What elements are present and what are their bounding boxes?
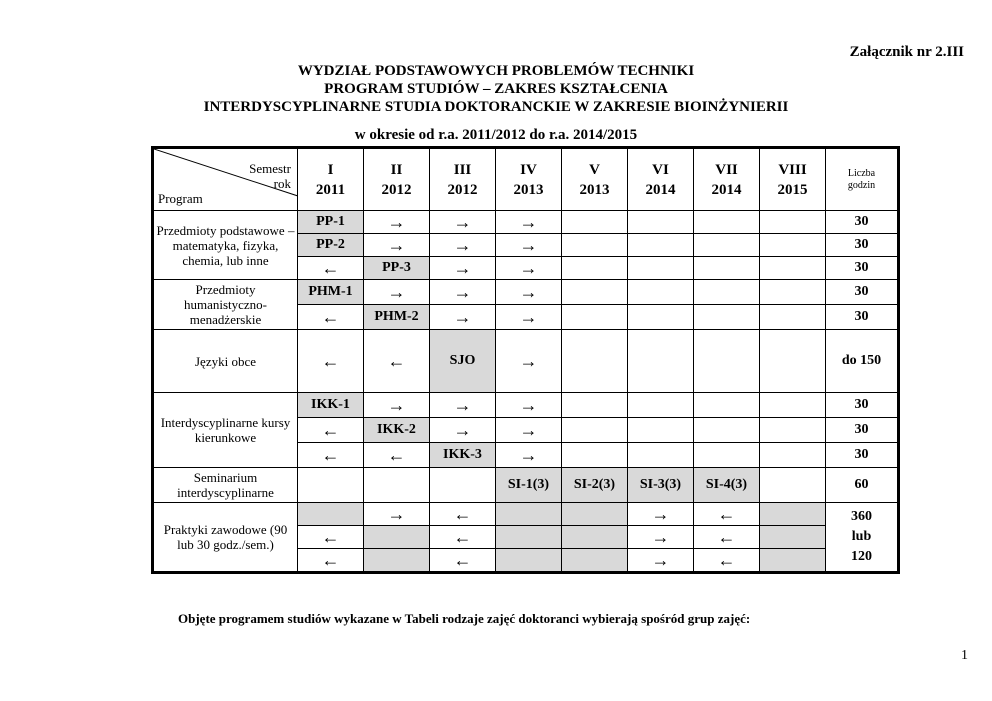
table-header-row: [154, 149, 898, 211]
empty-cell: [628, 211, 694, 234]
corner-program-label: Program: [158, 191, 203, 206]
empty-cell: [694, 280, 760, 305]
table-row: [154, 468, 898, 503]
empty-cell: [628, 280, 694, 305]
hours-cell: 30: [826, 418, 898, 443]
arrow-left-icon: ←: [430, 503, 496, 526]
empty-cell: [562, 305, 628, 330]
empty-cell: [562, 418, 628, 443]
arrow-right-icon: →: [430, 393, 496, 418]
arrow-left-icon: ←: [364, 330, 430, 393]
course-cell: IKK-3: [430, 443, 496, 468]
course-cell: SI-3(3): [628, 468, 694, 503]
hours-header: [826, 149, 898, 211]
empty-cell: [430, 468, 496, 503]
empty-cell: [694, 305, 760, 330]
arrow-right-icon: →: [496, 443, 562, 468]
empty-cell: [694, 418, 760, 443]
arrow-right-icon: →: [364, 280, 430, 305]
semester-number: VI: [652, 161, 669, 178]
empty-cell: [760, 234, 826, 257]
hours-cell: 30: [826, 305, 898, 330]
empty-cell: [562, 393, 628, 418]
arrow-left-icon: ←: [298, 526, 364, 549]
hours-cell: 30: [826, 211, 898, 234]
semester-number: III: [453, 161, 472, 178]
course-cell: PP-3: [364, 257, 430, 280]
corner-semester-label: [249, 161, 291, 191]
course-cell: IKK-1: [298, 393, 364, 418]
empty-cell: [628, 305, 694, 330]
empty-cell: [562, 526, 628, 549]
empty-cell: [298, 468, 364, 503]
empty-cell: [628, 330, 694, 393]
empty-cell: [628, 234, 694, 257]
semester-header: [298, 149, 364, 211]
course-cell: PP-2: [298, 234, 364, 257]
arrow-left-icon: ←: [298, 305, 364, 330]
table-row: [154, 330, 898, 393]
program-group-label: Przedmioty humanistyczno-menadżerskie: [154, 280, 298, 330]
arrow-left-icon: ←: [298, 549, 364, 572]
arrow-right-icon: →: [364, 393, 430, 418]
hours-header-text: Liczba: [847, 167, 876, 179]
arrow-left-icon: ←: [364, 443, 430, 468]
course-cell: SI-1(3): [496, 468, 562, 503]
arrow-left-icon: ←: [298, 330, 364, 393]
program-group-label: Języki obce: [154, 330, 298, 393]
hours-cell: 30: [826, 234, 898, 257]
empty-cell: [562, 549, 628, 572]
empty-cell: [628, 443, 694, 468]
arrow-right-icon: →: [430, 418, 496, 443]
arrow-right-icon: →: [496, 330, 562, 393]
hours-cell: 30: [826, 393, 898, 418]
semester-year: 2012: [381, 181, 412, 198]
empty-cell: [364, 549, 430, 572]
footnote: Objęte programem studiów wykazane w Tabeli rodzaje zajęć doktoranci wybierają spośród grup zajęć:: [178, 611, 751, 626]
semester-header: [628, 149, 694, 211]
program-group-label: Seminarium interdyscyplinarne: [154, 468, 298, 503]
empty-cell: [694, 211, 760, 234]
empty-cell: [562, 503, 628, 526]
program-group-label: Przedmioty podstawowe – matematyka, fizyka, chemia, lub inne: [154, 211, 298, 280]
empty-cell: [562, 330, 628, 393]
arrow-right-icon: →: [496, 234, 562, 257]
studies-title: INTERDYSCYPLINARNE STUDIA DOKTORANCKIE W ZAKRESIE BIOINŻYNIERII: [203, 99, 789, 115]
hours-cell: 30: [826, 443, 898, 468]
empty-cell: [562, 443, 628, 468]
program-table: [153, 148, 898, 572]
empty-cell: [760, 468, 826, 503]
semester-header: [430, 149, 496, 211]
empty-cell: [694, 330, 760, 393]
arrow-right-icon: →: [430, 234, 496, 257]
course-cell: SI-4(3): [694, 468, 760, 503]
empty-cell: [694, 234, 760, 257]
empty-cell: [694, 443, 760, 468]
empty-cell: [760, 443, 826, 468]
period-line: w okresie od r.a. 2011/2012 do r.a. 2014/2015: [354, 127, 638, 143]
semester-year: 2015: [777, 181, 808, 198]
semester-number: VII: [715, 161, 738, 178]
arrow-right-icon: →: [430, 211, 496, 234]
annex-label: Załącznik nr 2.III: [849, 44, 964, 60]
course-cell: IKK-2: [364, 418, 430, 443]
arrow-right-icon: →: [628, 549, 694, 572]
arrow-left-icon: ←: [298, 257, 364, 280]
empty-cell: [496, 526, 562, 549]
semester-header: [760, 149, 826, 211]
semester-header: [562, 149, 628, 211]
empty-cell: [364, 468, 430, 503]
arrow-right-icon: →: [430, 257, 496, 280]
empty-cell: [496, 503, 562, 526]
empty-cell: [562, 257, 628, 280]
semester-year: 2012: [447, 181, 478, 198]
arrow-left-icon: ←: [430, 549, 496, 572]
page-number: 1: [961, 648, 968, 663]
program-group-label: Interdyscyplinarne kursy kierunkowe: [154, 393, 298, 468]
corner-top-text: Semestr: [249, 161, 291, 176]
arrow-right-icon: →: [364, 234, 430, 257]
arrow-right-icon: →: [496, 280, 562, 305]
empty-cell: [760, 305, 826, 330]
semester-number: V: [589, 161, 600, 178]
empty-cell: [760, 393, 826, 418]
empty-cell: [364, 526, 430, 549]
empty-cell: [694, 393, 760, 418]
semester-year: 2013: [513, 181, 544, 198]
hours-cell: 30: [826, 280, 898, 305]
empty-cell: [562, 280, 628, 305]
course-cell: PHM-1: [298, 280, 364, 305]
faculty-title: WYDZIAŁ PODSTAWOWYCH PROBLEMÓW TECHNIKI: [297, 63, 695, 79]
course-cell: PP-1: [298, 211, 364, 234]
semester-year: 2014: [711, 181, 742, 198]
arrow-right-icon: →: [496, 305, 562, 330]
empty-cell: [562, 211, 628, 234]
arrow-left-icon: ←: [430, 526, 496, 549]
arrow-left-icon: ←: [694, 503, 760, 526]
program-title: PROGRAM STUDIÓW – ZAKRES KSZTAŁCENIA: [324, 81, 668, 97]
semester-header: [496, 149, 562, 211]
arrow-right-icon: →: [628, 526, 694, 549]
course-cell: PHM-2: [364, 305, 430, 330]
arrow-right-icon: →: [496, 393, 562, 418]
semester-year: 2011: [315, 181, 346, 198]
empty-cell: [562, 234, 628, 257]
corner-top-text: rok: [273, 176, 291, 191]
semester-header: [364, 149, 430, 211]
arrow-right-icon: →: [364, 211, 430, 234]
course-cell: SJO: [430, 330, 496, 393]
empty-cell: [628, 257, 694, 280]
empty-cell: [760, 526, 826, 549]
table-row: [154, 280, 898, 305]
semester-year: 2014: [645, 181, 676, 198]
hours-cell: do 150: [826, 330, 898, 393]
arrow-right-icon: →: [496, 418, 562, 443]
arrow-left-icon: ←: [694, 526, 760, 549]
hours-cell: 60: [826, 468, 898, 503]
empty-cell: [628, 418, 694, 443]
empty-cell: [760, 418, 826, 443]
empty-cell: [760, 257, 826, 280]
empty-cell: [628, 393, 694, 418]
arrow-left-icon: ←: [298, 443, 364, 468]
table-row: [154, 503, 898, 526]
arrow-left-icon: ←: [298, 418, 364, 443]
empty-cell: [694, 257, 760, 280]
course-cell: SI-2(3): [562, 468, 628, 503]
empty-cell: [760, 330, 826, 393]
corner-cell: [154, 149, 298, 211]
empty-cell: [760, 211, 826, 234]
arrow-left-icon: ←: [694, 549, 760, 572]
arrow-right-icon: →: [430, 280, 496, 305]
empty-cell: [298, 503, 364, 526]
semester-year: 2013: [579, 181, 610, 198]
empty-cell: [760, 503, 826, 526]
arrow-right-icon: →: [364, 503, 430, 526]
arrow-right-icon: →: [496, 211, 562, 234]
arrow-right-icon: →: [496, 257, 562, 280]
document-header: [0, 62, 992, 116]
table-row: [154, 211, 898, 234]
semester-number: I: [327, 161, 334, 178]
semester-number: IV: [520, 161, 537, 178]
semester-number: II: [390, 161, 403, 178]
arrow-right-icon: →: [628, 503, 694, 526]
semester-header: [694, 149, 760, 211]
empty-cell: [760, 549, 826, 572]
arrow-right-icon: →: [430, 305, 496, 330]
table-row: [154, 393, 898, 418]
empty-cell: [760, 280, 826, 305]
hours-header-text: godzin: [847, 179, 876, 191]
hours-cell: 30: [826, 257, 898, 280]
empty-cell: [496, 549, 562, 572]
hours-cell: 360 lub 120: [826, 503, 898, 572]
semester-number: VIII: [778, 161, 807, 178]
program-group-label: Praktyki zawodowe (90 lub 30 godz./sem.): [154, 503, 298, 572]
